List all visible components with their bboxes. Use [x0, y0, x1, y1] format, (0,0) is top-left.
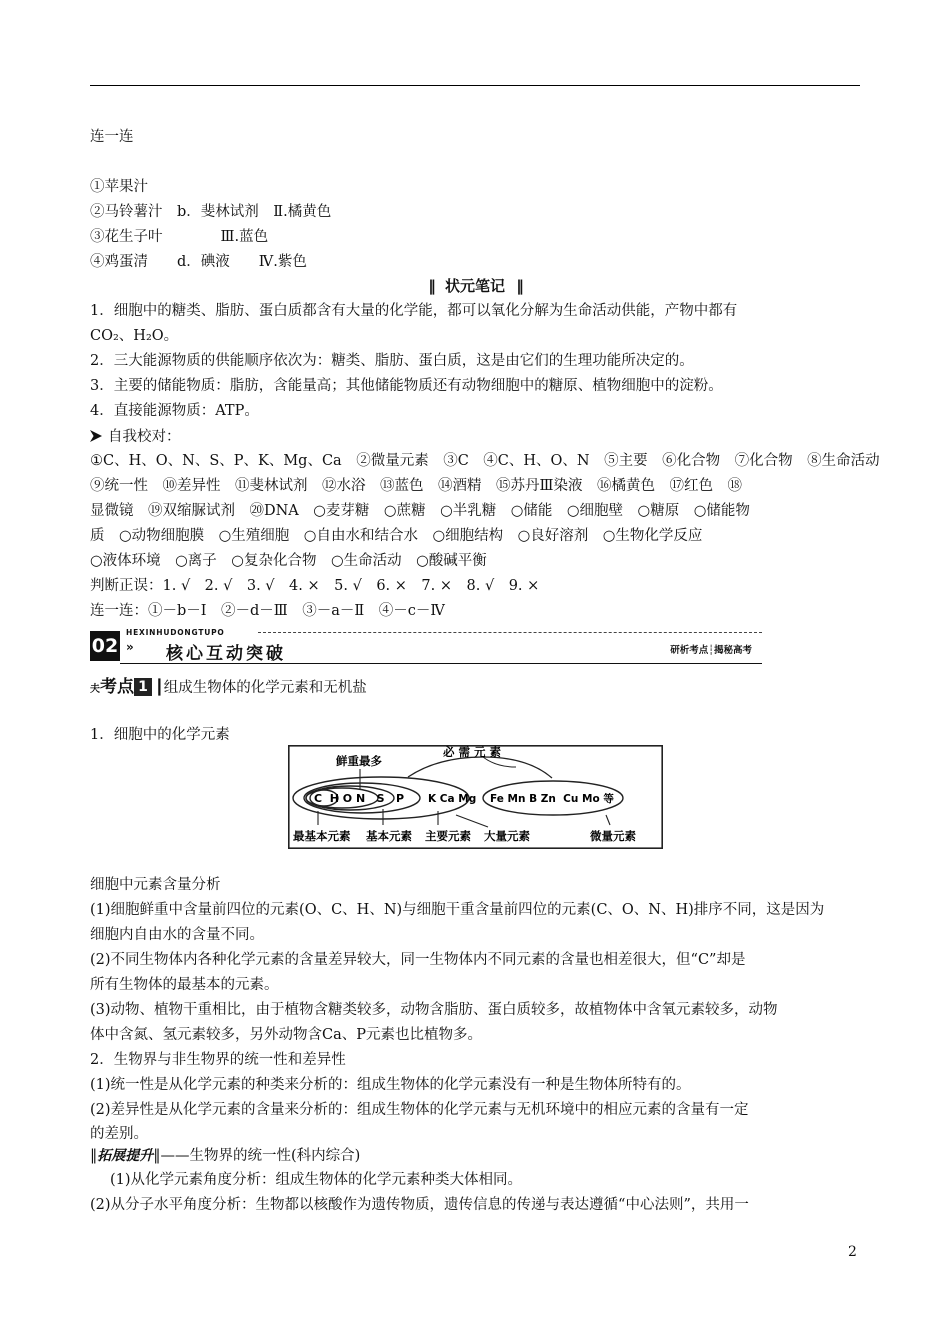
double-chevron-icon: »	[126, 640, 134, 654]
elements-trace: Fe Mn B Zn Cu Mo 等	[490, 793, 614, 805]
self-check-heading	[90, 425, 181, 446]
kaodian-heading	[90, 672, 367, 697]
banner-dashed-rule	[258, 632, 762, 633]
label-main: 主要元素	[425, 829, 471, 843]
kaodian-title: ┃组成生物体的化学元素和无机盐	[155, 680, 367, 696]
tuozhan-line: (1)从化学元素角度分析：组成生物体的化学元素种类大体相同。	[110, 1172, 523, 1188]
kaodian-number: 1	[134, 678, 152, 696]
tuozhan-line: (2)从分子水平角度分析：生物都以核酸作为遗传物质，遗传信息的传递与表达遵循“中心法则”，共用一	[90, 1197, 749, 1213]
self-check-line: ⑨统一性 ⑩差异性 ⑪斐林试剂 ⑫水浴 ⑬蓝色 ⑭酒精 ⑮苏丹Ⅲ染液 ⑯橘黄色 ⑰红色 ⑱	[90, 478, 742, 494]
label-essential: 必 需 元 素	[443, 745, 502, 759]
label-major: 大量元素	[484, 829, 530, 843]
notes-line: CO₂、H₂O。	[90, 328, 179, 344]
lianyilian-row: ③花生子叶 Ⅲ.蓝色	[90, 229, 269, 245]
notes-title-text: 状元笔记	[444, 277, 505, 295]
self-check-line: 显微镜 ⑲双缩脲试剂 ⑳DNA ○麦芽糖 ○蔗糖 ○半乳糖 ○储能 ○细胞壁 ○糖原 ○储能物	[90, 503, 750, 519]
banner-number: 02	[90, 631, 120, 661]
section2-heading: 2．生物界与非生物界的统一性和差异性	[90, 1052, 346, 1068]
tuozhan-label: 拓展提升	[97, 1148, 154, 1164]
kaodian-prefix: 夫	[90, 684, 100, 695]
self-check-line: ①C、H、O、N、S、P、K、Mg、Ca ②微量元素 ③C ④C、H、O、N ⑤主要 ⑥化合物 ⑦化合物 ⑧生命活动	[90, 453, 880, 469]
triangle-bullet-icon	[90, 430, 102, 442]
self-check-heading-text: 自我校对：	[108, 429, 181, 445]
notes-line: 1．细胞中的糖类、脂肪、蛋白质都含有大量的化学能，都可以氧化分解为生命活动供能，产物中都有	[90, 303, 738, 319]
section1-heading: 1．细胞中的化学元素	[90, 727, 230, 743]
elements-major: K Ca Mg	[428, 793, 477, 805]
analysis-line: (3)动物、植物干重相比，由于植物含糖类较多，动物含脂肪、蛋白质较多，故植物体中含氧元素较多，动物	[90, 1002, 778, 1018]
banner-tag: 研析考点┆揭秘高考	[670, 645, 752, 656]
banner-pinyin: HEXINHUDONGTUPO	[126, 628, 225, 637]
lianyilian-title: 连一连	[90, 129, 134, 145]
notes-title	[0, 275, 950, 296]
analysis-line: (2)不同生物体内各种化学元素的含量差异较大，同一生物体内不同元素的含量也相差很大，但“C”却是	[90, 952, 746, 968]
matching-answers: 连一连：①－b－Ⅰ ②－d－Ⅲ ③－a－Ⅱ ④－c－Ⅳ	[90, 603, 445, 619]
notes-line: 2．三大能源物质的供能顺序依次为：糖类、脂肪、蛋白质，这是由它们的生理功能所决定的。	[90, 353, 694, 369]
notes-bar-right: ‖	[516, 277, 522, 295]
tuozhan-bar-right: ‖	[153, 1148, 161, 1164]
lianyilian-row: ④鸡蛋清 d．碘液 Ⅳ.紫色	[90, 254, 307, 270]
banner-rule	[120, 663, 762, 664]
self-check-line: ○液体环境 ○离子 ○复杂化合物 ○生命活动 ○酸碱平衡	[90, 553, 487, 569]
label-basic: 基本元素	[366, 829, 412, 843]
section2-line: (1)统一性是从化学元素的种类来分析的：组成生物体的化学元素没有一种是生物体所特有的。	[90, 1077, 691, 1093]
label-basic-most: 最基本元素	[293, 829, 351, 843]
tuozhan-bar-left: ‖	[90, 1148, 98, 1164]
kaodian-label: 考点	[100, 677, 134, 697]
analysis-line: 细胞内自由水的含量不同。	[90, 927, 264, 943]
tuozhan-subtitle: ——生物界的统一性(科内综合)	[160, 1148, 361, 1164]
analysis-line: 所有生物体的最基本的元素。	[90, 977, 279, 993]
section2-line: (2)差异性是从化学元素的含量来分析的：组成生物体的化学元素与无机环境中的相应元素的含量有一定	[90, 1102, 749, 1118]
notes-line: 3．主要的储能物质：脂肪，含能量高；其他储能物质还有动物细胞中的糖原、植物细胞中的淀粉。	[90, 378, 723, 394]
element-diagram	[288, 745, 663, 849]
analysis-title: 细胞中元素含量分析	[90, 877, 221, 893]
lianyilian-row: ①苹果汁	[90, 179, 148, 195]
tuozhan-heading	[90, 1144, 360, 1165]
section-banner	[90, 628, 762, 664]
page-number: 2	[848, 1244, 857, 1260]
header-rule	[90, 85, 860, 86]
analysis-line: (1)细胞鲜重中含量前四位的元素(O、C、H、N)与细胞干重含量前四位的元素(C、O、N、H)排序不同，这是因为	[90, 902, 825, 918]
banner-title: 核心互动突破	[166, 644, 286, 664]
notes-bar-left: ‖	[428, 277, 434, 295]
self-check-line: 质 ○动物细胞膜 ○生殖细胞 ○自由水和结合水 ○细胞结构 ○良好溶剂 ○生物化学反应	[90, 528, 703, 544]
lianyilian-row: ②马铃薯汁 b．斐林试剂 Ⅱ.橘黄色	[90, 204, 332, 220]
notes-line: 4．直接能源物质：ATP。	[90, 403, 259, 419]
label-trace: 微量元素	[590, 829, 636, 843]
judgement-answers: 判断正误：1. √ 2. √ 3. √ 4. × 5. √ 6. × 7. × 8. √ 9. ×	[90, 578, 540, 594]
elements-main: C H O N S P	[314, 792, 405, 805]
label-fresh-weight: 鲜重最多	[336, 754, 382, 768]
section2-line: 的差别。	[90, 1126, 148, 1142]
analysis-line: 体中含氮、氢元素较多，另外动物含Ca、P元素也比植物多。	[90, 1027, 482, 1043]
